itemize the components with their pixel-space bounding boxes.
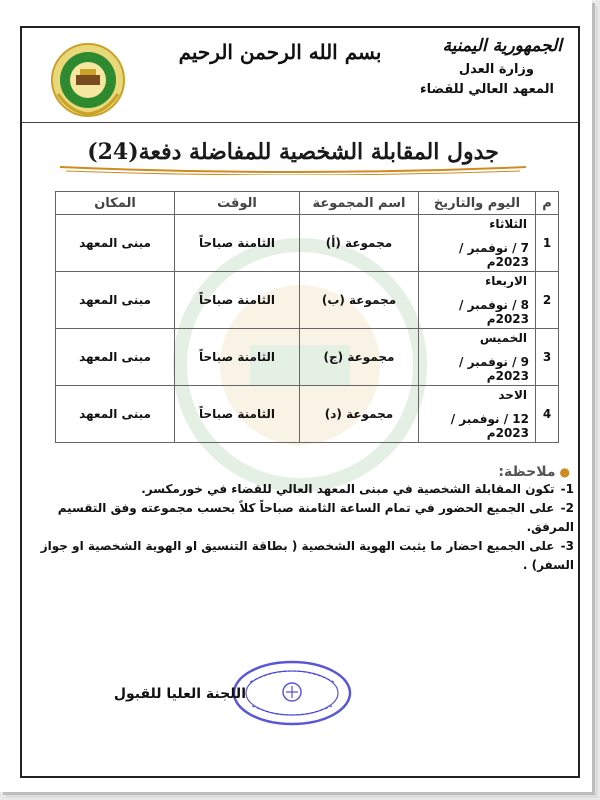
basmala: بسم الله الرحمن الرحيم	[178, 40, 382, 64]
note-item	[26, 537, 574, 575]
republic-name: الجمهورية اليمنية	[442, 36, 562, 56]
row-date: 8 / نوفمبر / 2023م	[459, 298, 529, 326]
official-stamp	[230, 658, 354, 728]
row-date: 7 / نوفمبر / 2023م	[459, 241, 529, 269]
note-number: 2-	[560, 501, 574, 515]
row-date: 12 / نوفمبر / 2023م	[450, 412, 529, 440]
row-day: الاحد	[498, 388, 527, 402]
row-group: مجموعة (ج)	[300, 329, 419, 386]
column-header-place: المكان	[56, 192, 175, 215]
table-row	[56, 329, 559, 386]
note-item	[26, 480, 574, 499]
row-date-cell	[419, 215, 536, 272]
note-text: تكون المقابلة الشخصية في مبنى المعهد العالي للقضاء في خورمكسر.	[141, 482, 555, 496]
row-place: مبنى المعهد	[56, 272, 175, 329]
row-group: مجموعة (أ)	[300, 215, 419, 272]
table-row	[56, 215, 559, 272]
row-group: مجموعة (ب)	[300, 272, 419, 329]
column-header-time: الوقت	[175, 192, 300, 215]
note-item	[26, 499, 574, 537]
header-divider	[22, 122, 578, 123]
row-date: 9 / نوفمبر / 2023م	[459, 355, 529, 383]
row-time: الثامنة صباحاً	[175, 215, 300, 272]
row-place: مبنى المعهد	[56, 386, 175, 443]
note-text: على الجميع الحضور في تمام الساعة الثامنة صباحاً كلاً بحسب مجموعته وفق التقسيم المرفق.	[57, 501, 574, 534]
row-date-cell	[419, 386, 536, 443]
row-time: الثامنة صباحاً	[175, 386, 300, 443]
notes-heading	[26, 464, 570, 480]
note-number: 1-	[560, 482, 574, 496]
table-row	[56, 386, 559, 443]
notes-section	[26, 464, 574, 575]
notes-heading-text: ملاحظة:	[498, 464, 556, 480]
row-number: 4	[536, 386, 559, 443]
row-day: الخميس	[479, 331, 527, 345]
row-day: الثلاثاء	[489, 217, 527, 231]
row-date-cell	[419, 329, 536, 386]
row-group: مجموعة (د)	[300, 386, 419, 443]
document-title: جدول المقابلة الشخصية للمفاضلة دفعة(24)	[87, 139, 499, 165]
row-place: مبنى المعهد	[56, 215, 175, 272]
signature-committee: اللجنة العليا للقبول	[113, 686, 246, 702]
note-text: على الجميع احضار ما يثبت الهوية الشخصية ( بطاقة التنسيق او الهوية الشخصية او جواز السفر) .	[40, 539, 574, 572]
column-header-number: م	[536, 192, 559, 215]
institute-name: المعهد العالي للقضاء	[419, 82, 554, 97]
bullet-icon: ●	[559, 465, 570, 479]
schedule-table	[55, 191, 559, 443]
table-header-row	[56, 192, 559, 215]
title-block	[56, 137, 530, 175]
institute-logo	[50, 42, 126, 118]
ministry-name: وزارة العدل	[458, 62, 534, 77]
note-number: 3-	[560, 539, 574, 553]
row-number: 2	[536, 272, 559, 329]
column-header-group: اسم المجموعة	[300, 192, 419, 215]
table-row	[56, 272, 559, 329]
column-header-date: اليوم والتاريخ	[419, 192, 536, 215]
row-number: 3	[536, 329, 559, 386]
row-place: مبنى المعهد	[56, 329, 175, 386]
row-number: 1	[536, 215, 559, 272]
row-time: الثامنة صباحاً	[175, 329, 300, 386]
row-time: الثامنة صباحاً	[175, 272, 300, 329]
row-day: الاربعاء	[485, 274, 527, 288]
row-date-cell	[419, 272, 536, 329]
letterhead	[372, 36, 562, 97]
